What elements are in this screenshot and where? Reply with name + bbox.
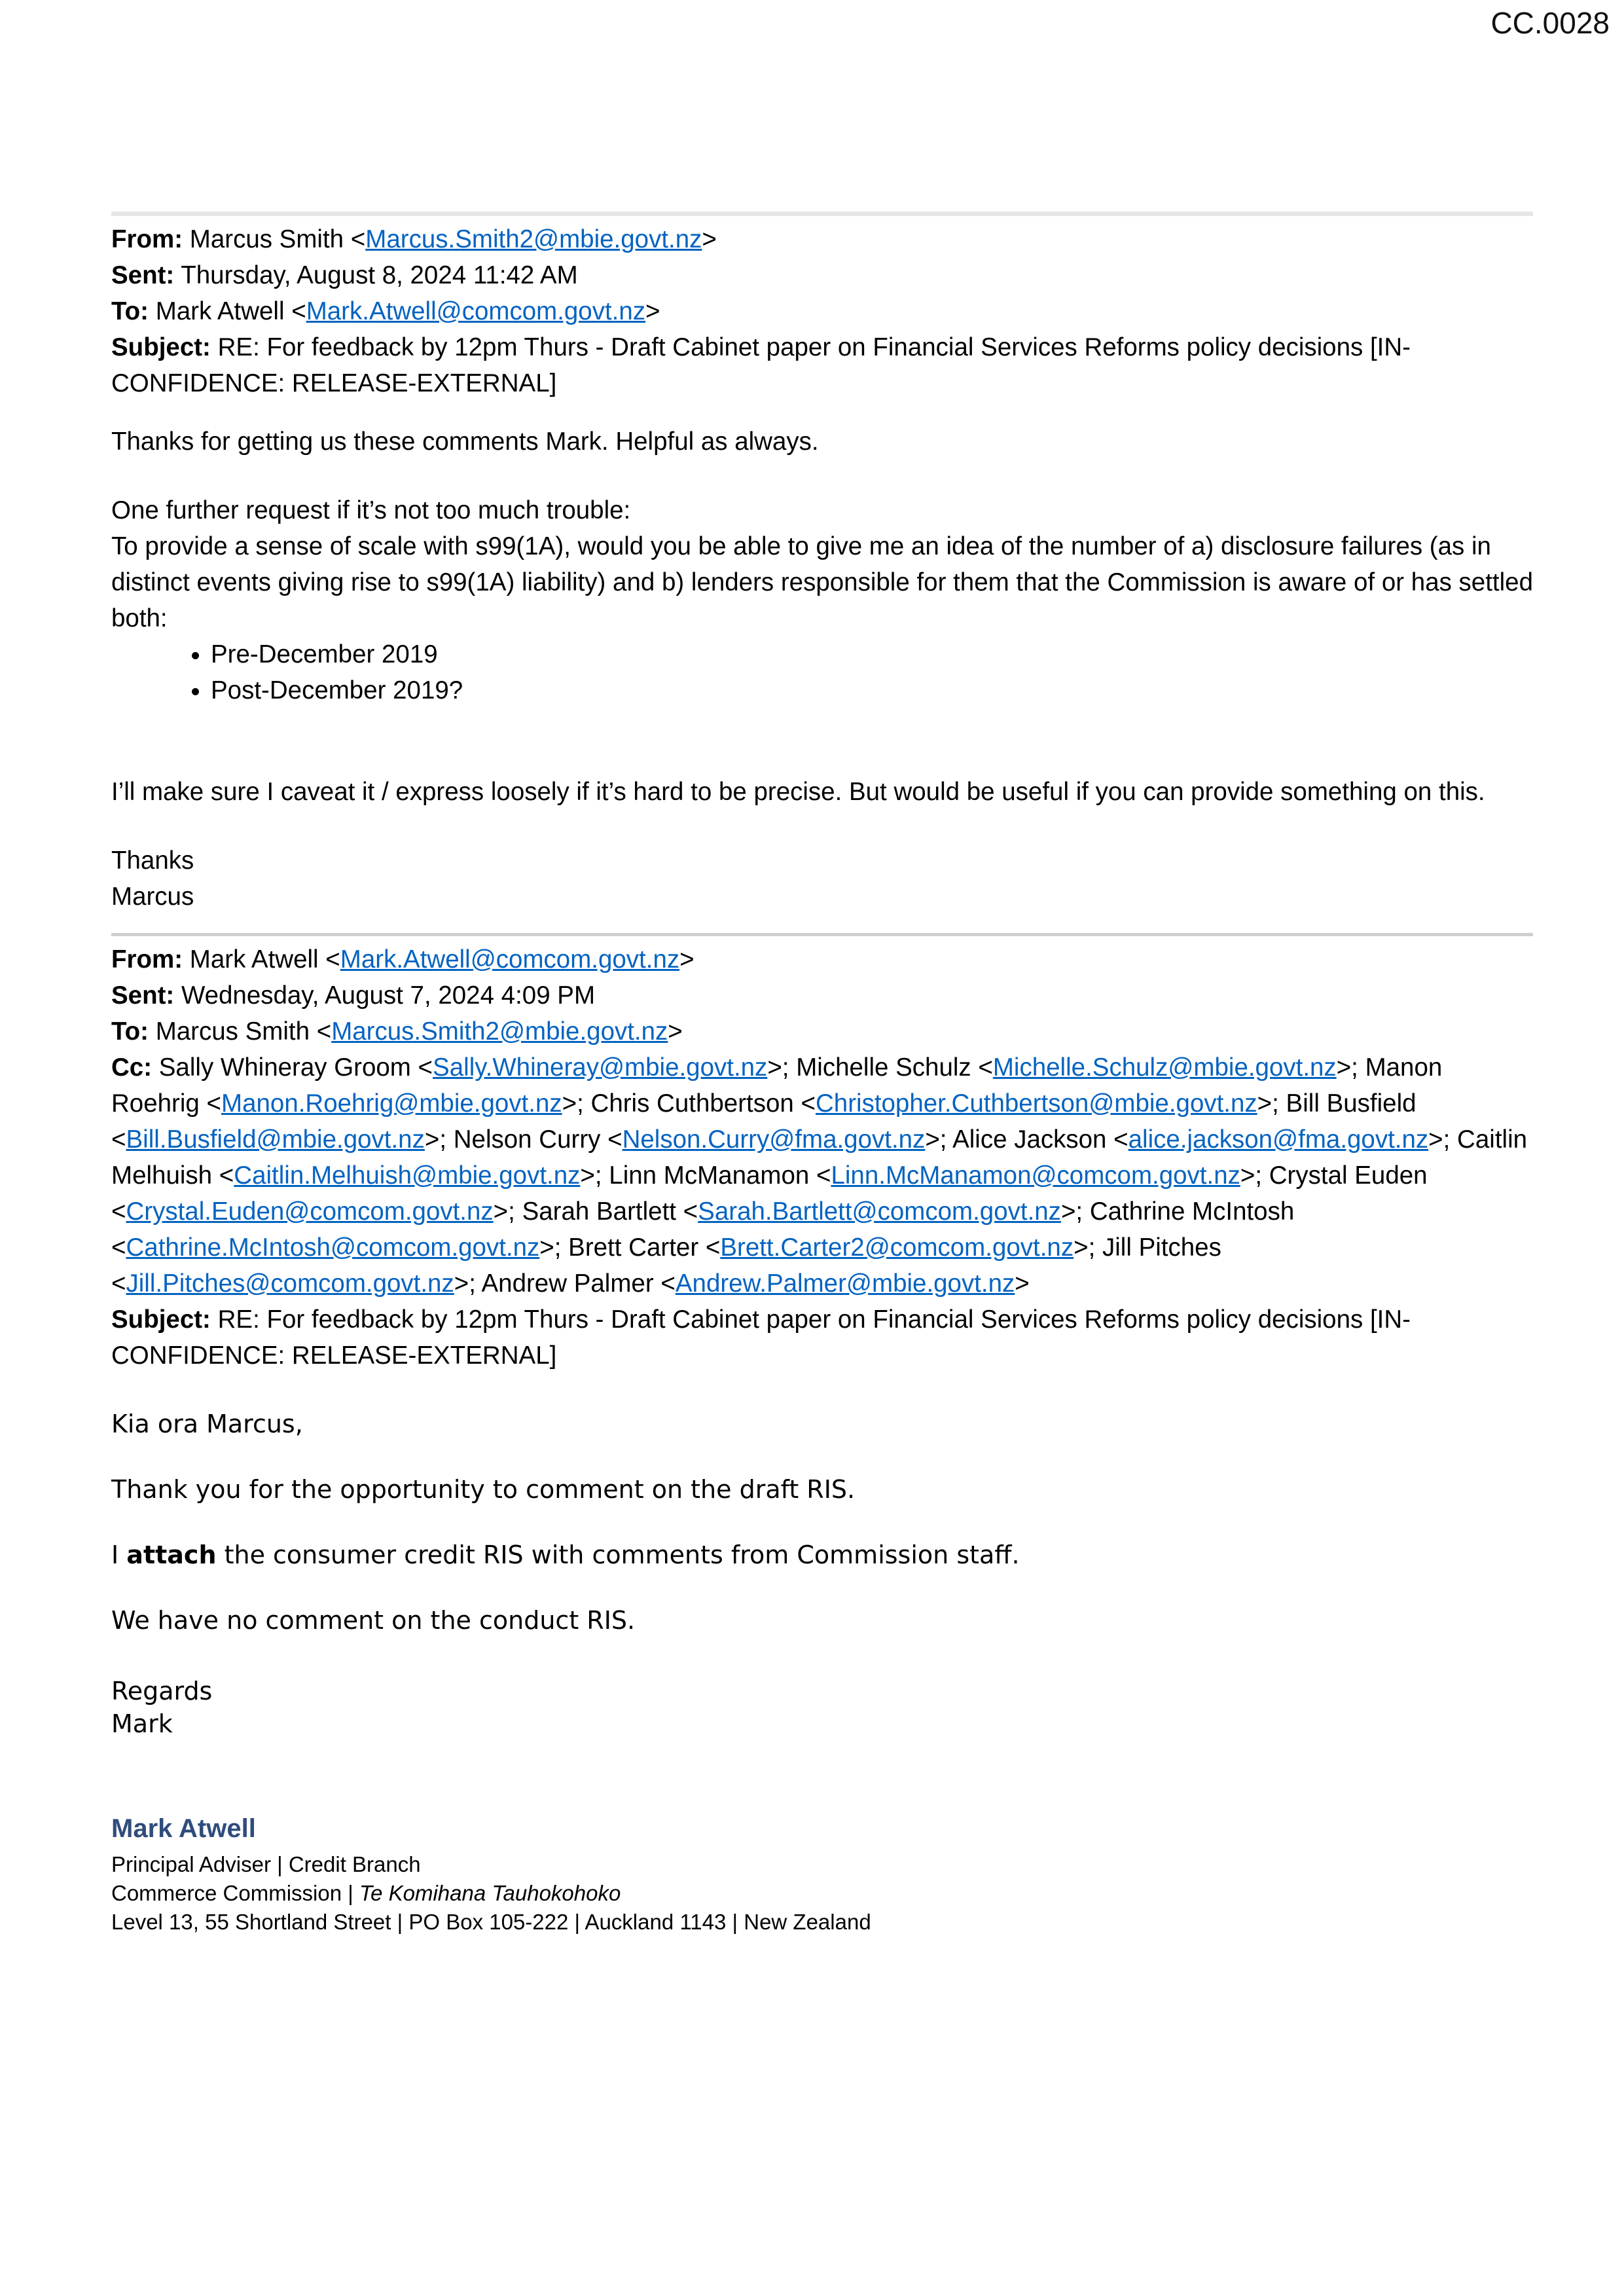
thread-divider <box>111 933 1533 936</box>
signoff-name: Mark <box>111 1709 173 1738</box>
recipient-name: Mark Atwell < <box>149 297 306 325</box>
thread-divider <box>111 211 1533 216</box>
cc-recipient: Jill Pitches < <box>111 1233 1221 1298</box>
sender-name: Mark Atwell < <box>183 945 340 974</box>
signature-org-maori: Te Komihana Tauhokohoko <box>359 1881 621 1905</box>
paragraph: I’ll make sure I caveat it / express loosely if it’s hard to be precise. But would be useful if you can provide something on this. <box>111 778 1485 806</box>
signature-block <box>111 1812 1533 1937</box>
cc-recipient: Sarah Bartlett < <box>522 1197 698 1226</box>
recipient-name: Marcus Smith < <box>149 1017 332 1046</box>
angle-close: > <box>1015 1269 1030 1298</box>
subject-label: Subject: <box>111 1305 211 1334</box>
sent-value: Thursday, August 8, 2024 11:42 AM <box>174 261 578 289</box>
email-address-link[interactable]: Jill.Pitches@comcom.govt.nz <box>126 1269 454 1298</box>
signature-org-en: Commerce Commission | <box>111 1881 359 1905</box>
sender-name: Marcus Smith < <box>183 225 366 253</box>
from-label: From: <box>111 945 183 974</box>
subject-value: RE: For feedback by 12pm Thurs - Draft Cabinet paper on Financial Services Reforms policy decisions [IN-CONFIDENCE: RELEASE-EXTERNAL] <box>111 1305 1411 1370</box>
email-address-link[interactable]: Manon.Roehrig@mbie.govt.nz <box>221 1089 562 1118</box>
subject-value: RE: For feedback by 12pm Thurs - Draft Cabinet paper on Financial Services Reforms policy decisions [IN-CONFIDENCE: RELEASE-EXTERNAL] <box>111 333 1411 397</box>
to-line <box>111 293 1533 329</box>
email-thread <box>111 0 1533 1937</box>
cc-recipient: Crystal Euden < <box>111 1161 1428 1226</box>
sent-line <box>111 977 1533 1013</box>
cc-recipient: Michelle Schulz < <box>796 1053 993 1082</box>
email-2-header <box>111 941 1533 1374</box>
subject-line <box>111 1302 1533 1374</box>
email-address-link[interactable]: Brett.Carter2@comcom.govt.nz <box>720 1233 1074 1262</box>
email-address-link[interactable]: Andrew.Palmer@mbie.govt.nz <box>675 1269 1015 1298</box>
signoff-text: Regards <box>111 1677 213 1705</box>
email-address-link[interactable]: Marcus.Smith2@mbie.govt.nz <box>331 1017 668 1046</box>
signoff-text: Thanks <box>111 847 194 875</box>
cc-recipient: Linn McManamon < <box>609 1161 831 1190</box>
cc-separator: >; <box>580 1161 609 1190</box>
attach-pre: I <box>111 1540 127 1569</box>
document-id-stamp: CC.0028 <box>1490 6 1610 40</box>
cc-separator: >; <box>1336 1053 1365 1082</box>
subject-label: Subject: <box>111 333 211 361</box>
cc-recipient: Bill Busfield < <box>111 1089 1416 1154</box>
email-2-body <box>111 1408 1533 1740</box>
attach-bold-word: attach <box>126 1540 217 1569</box>
to-label: To: <box>111 1017 149 1046</box>
signature-org <box>111 1879 1533 1908</box>
cc-separator: >; <box>562 1089 591 1118</box>
cc-separator: >; <box>424 1125 454 1154</box>
from-label: From: <box>111 225 183 253</box>
greeting: Kia ora Marcus, <box>111 1410 303 1438</box>
cc-recipient: Brett Carter < <box>568 1233 721 1262</box>
sent-label: Sent: <box>111 981 175 1010</box>
email-address-link[interactable]: Crystal.Euden@comcom.govt.nz <box>126 1197 494 1226</box>
cc-recipient: Andrew Palmer < <box>481 1269 676 1298</box>
angle-close: > <box>702 225 717 253</box>
paragraph: Thank you for the opportunity to comment on the draft RIS. <box>111 1475 856 1504</box>
email-address-link[interactable]: Mark.Atwell@comcom.govt.nz <box>340 945 680 974</box>
cc-recipient: Caitlin Melhuish < <box>111 1125 1528 1190</box>
to-label: To: <box>111 297 149 325</box>
from-line <box>111 941 1533 977</box>
signature-role: Principal Adviser | Credit Branch <box>111 1852 421 1876</box>
sent-line <box>111 257 1533 293</box>
cc-separator: >; <box>1060 1197 1090 1226</box>
cc-separator: >; <box>767 1053 797 1082</box>
email-address-link[interactable]: Michelle.Schulz@mbie.govt.nz <box>992 1053 1337 1082</box>
email-address-link[interactable]: Mark.Atwell@comcom.govt.nz <box>306 297 646 325</box>
email-address-link[interactable]: alice.jackson@fma.govt.nz <box>1128 1125 1429 1154</box>
cc-recipient: Nelson Curry < <box>453 1125 623 1154</box>
email-address-link[interactable]: Bill.Busfield@mbie.govt.nz <box>126 1125 425 1154</box>
paragraph: To provide a sense of scale with s99(1A), would you be able to give me an idea of the number of a) disclosure failures (as in distinct events giving rise to s99(1A) liability) and b) lenders responsible for them that the Commission is aware of or has settled both: <box>111 532 1533 632</box>
attach-post: the consumer credit RIS with comments from Commission staff. <box>216 1540 1020 1569</box>
cc-line <box>111 1049 1533 1302</box>
cc-separator: >; <box>925 1125 953 1154</box>
cc-separator: >; <box>454 1269 482 1298</box>
signature-address: Level 13, 55 Shortland Street | PO Box 105-222 | Auckland 1143 | New Zealand <box>111 1910 871 1934</box>
angle-close: > <box>679 945 695 974</box>
angle-close: > <box>668 1017 683 1046</box>
email-1-header <box>111 221 1533 401</box>
bullet-item: • Post-December 2019? <box>211 672 1533 708</box>
bullet-list <box>111 636 1533 708</box>
cc-recipient: Alice Jackson < <box>952 1125 1128 1154</box>
cc-separator: >; <box>1074 1233 1102 1262</box>
email-1-body <box>111 424 1533 915</box>
cc-recipient: Sally Whineray Groom < <box>152 1053 433 1082</box>
sent-label: Sent: <box>111 261 175 289</box>
cc-separator: >; <box>1428 1125 1458 1154</box>
cc-recipient: Manon Roehrig < <box>111 1053 1443 1118</box>
email-address-link[interactable]: Sarah.Bartlett@comcom.govt.nz <box>698 1197 1061 1226</box>
email-address-link[interactable]: Sally.Whineray@mbie.govt.nz <box>433 1053 768 1082</box>
cc-separator: >; <box>1257 1089 1286 1118</box>
cc-recipient: Chris Cuthbertson < <box>590 1089 816 1118</box>
email-address-link[interactable]: Marcus.Smith2@mbie.govt.nz <box>365 225 702 253</box>
paragraph: We have no comment on the conduct RIS. <box>111 1606 636 1635</box>
email-address-link[interactable]: Linn.McManamon@comcom.govt.nz <box>831 1161 1240 1190</box>
cc-recipient: Cathrine McIntosh < <box>111 1197 1295 1262</box>
signature-name: Mark Atwell <box>111 1814 256 1843</box>
angle-close: > <box>645 297 660 325</box>
bullet-item: • Pre-December 2019 <box>211 636 1533 672</box>
cc-separator: >; <box>1240 1161 1269 1190</box>
cc-label: Cc: <box>111 1053 153 1082</box>
paragraph: Thanks for getting us these comments Mark. Helpful as always. <box>111 428 819 456</box>
email-address-link[interactable]: Caitlin.Melhuish@mbie.govt.nz <box>234 1161 581 1190</box>
email-address-link[interactable]: Cathrine.McIntosh@comcom.govt.nz <box>126 1233 540 1262</box>
cc-separator: >; <box>539 1233 569 1262</box>
from-line <box>111 221 1533 257</box>
email-address-link[interactable]: Christopher.Cuthbertson@mbie.govt.nz <box>815 1089 1257 1118</box>
cc-separator: >; <box>493 1197 522 1226</box>
to-line <box>111 1013 1533 1049</box>
paragraph: One further request if it’s not too much trouble: <box>111 496 631 524</box>
paragraph <box>111 1539 1533 1571</box>
email-address-link[interactable]: Nelson.Curry@fma.govt.nz <box>622 1125 926 1154</box>
subject-line <box>111 329 1533 401</box>
sent-value: Wednesday, August 7, 2024 4:09 PM <box>174 981 596 1010</box>
signoff-name: Marcus <box>111 883 194 911</box>
